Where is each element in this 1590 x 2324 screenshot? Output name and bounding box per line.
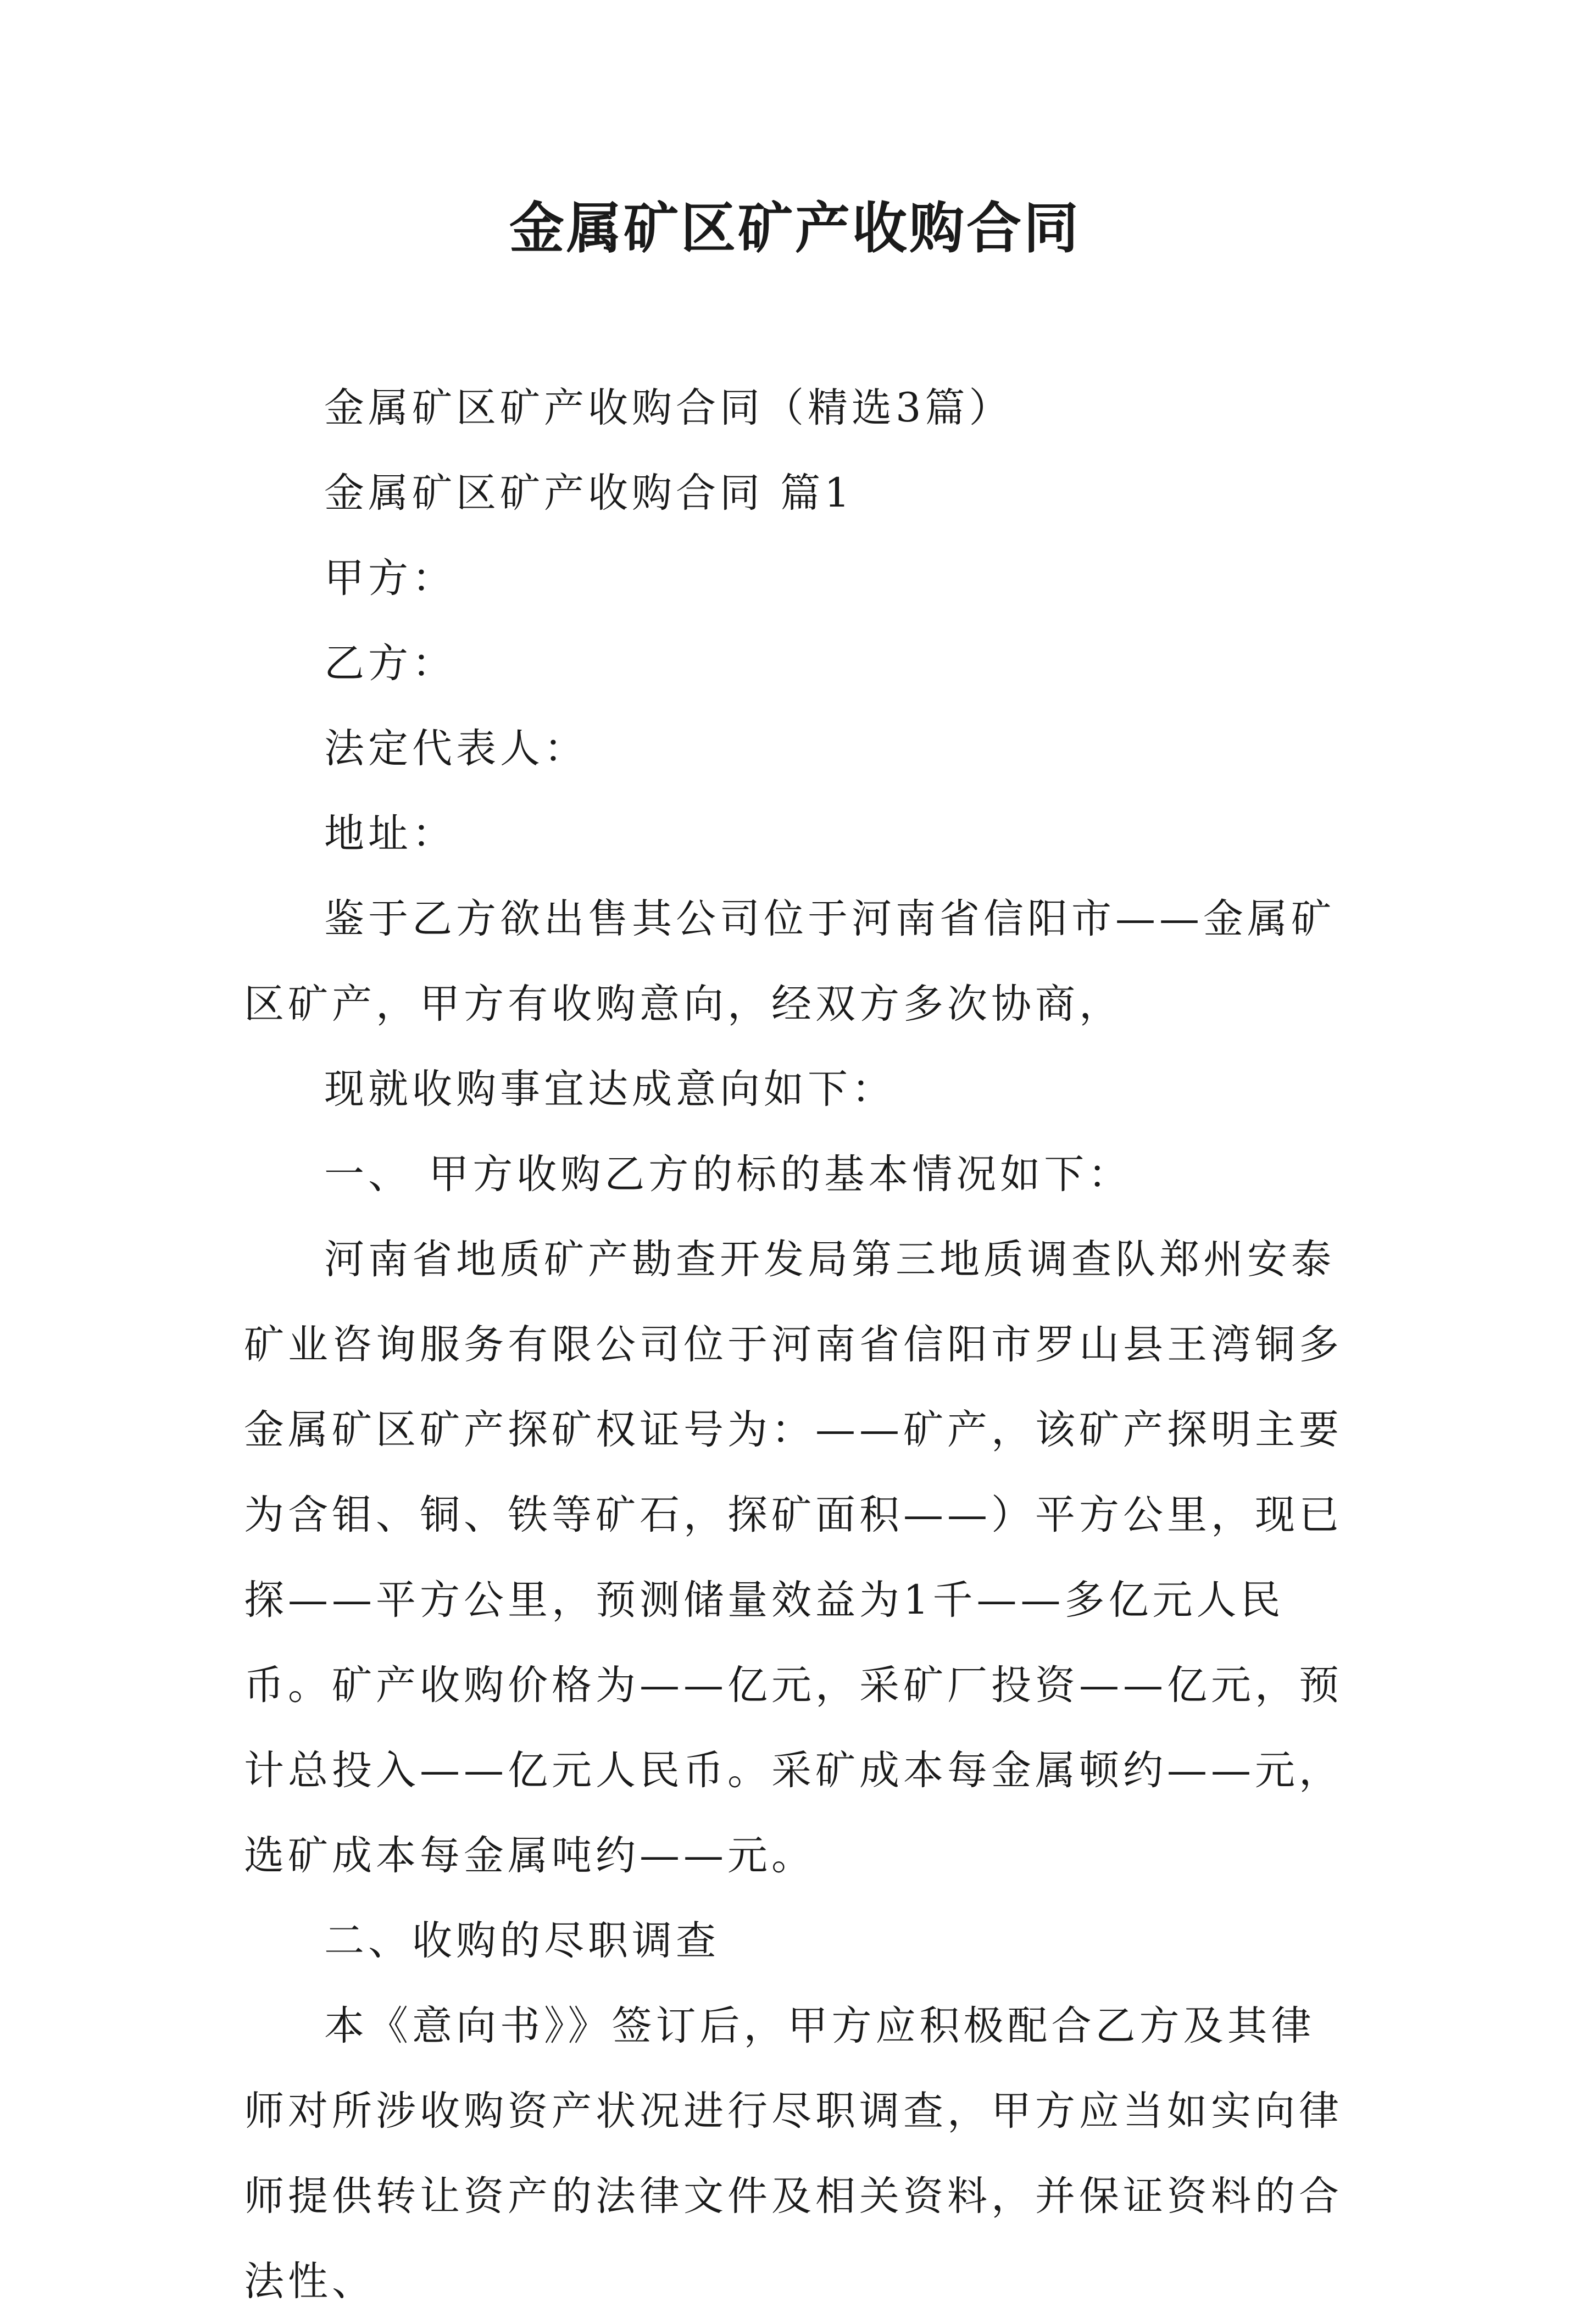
paragraph-subtitle: 金属矿区矿产收购合同（精选3篇） — [324, 385, 1013, 431]
paragraph-party-a: 甲方： — [324, 555, 456, 602]
paragraph-preamble: 鉴于乙方欲出售其公司位于河南省信阳市——金属矿区矿产，甲方有收购意向，经双方多次协商， — [244, 896, 1335, 1027]
document-title: 金属矿区矿产收购合同 — [509, 196, 1081, 260]
paragraph-legal-representative: 法定代表人： — [324, 725, 588, 772]
paragraph-section-heading: 金属矿区矿产收购合同 篇1 — [324, 470, 854, 516]
paragraph-clause-1-heading: 一、 甲方收购乙方的标的基本情况如下： — [324, 1151, 1132, 1198]
paragraph-intent: 现就收购事宜达成意向如下： — [324, 1066, 896, 1113]
paragraph-address: 地址： — [324, 810, 456, 857]
paragraph-clause-2-body: 本《意向书》》签订后，甲方应积极配合乙方及其律师对所涉收购资产状况进行尽职调查，甲方应当如实向律师提供转让资产的法律文件及相关资料，并保证资料的合法性、 — [244, 2003, 1343, 2305]
paragraph-party-b: 乙方： — [324, 640, 456, 687]
document-body — [244, 365, 1352, 2324]
paragraph-clause-2-heading: 二、收购的尽职调查 — [324, 1917, 720, 1964]
paragraph-clause-1-body: 河南省地质矿产勘查开发局第三地质调查队郑州安泰矿业咨询服务有限公司位于河南省信阳市罗山县王湾铜多金属矿区矿产探矿权证号为：——矿产，该矿产探明主要为含钼、铜、铁等矿石，探矿面积——）平方公里，现已探——平方公里，预测储量效益为1千——多亿元人民币。矿产收购价格为——亿元，采矿厂投资——亿元，预计总投入——亿元人民币。采矿成本每金属顿约——元，选矿成本每金属吨约——元。 — [244, 1236, 1343, 1879]
